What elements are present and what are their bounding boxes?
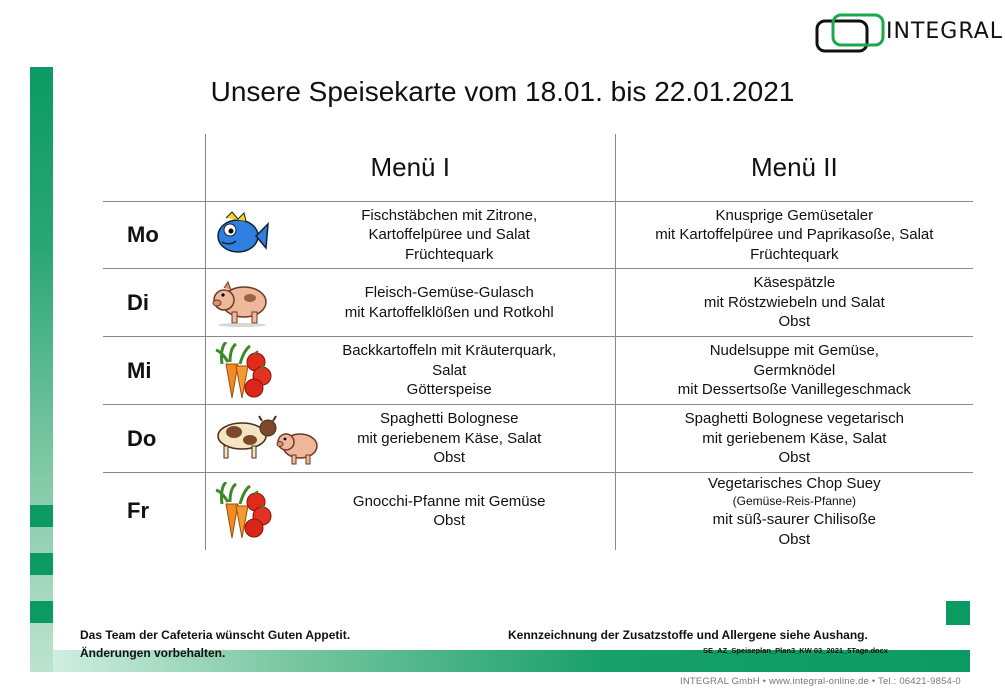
vegetables-icon — [206, 482, 324, 540]
dish-line: Fleisch-Gemüse-Gulasch — [364, 284, 534, 301]
menu1-dish — [324, 206, 615, 265]
dish-line: Nudelsuppe mit Gemüse, — [709, 342, 879, 360]
menu2-cell — [615, 337, 973, 405]
menu1-cell — [205, 473, 615, 550]
dish-line: mit geriebenem Käse, Salat — [357, 429, 542, 447]
dish-line: mit süß-saurer Chilisoße — [712, 511, 877, 528]
menu-row-fr — [103, 473, 973, 550]
dish-line: Käsespätzle — [753, 274, 836, 292]
day-label: Fr — [103, 473, 205, 550]
menu1-cell — [205, 269, 615, 337]
dish-line: Knusprige Gemüsetaler — [715, 206, 874, 224]
dish-line: Früchtequark — [750, 245, 839, 263]
decor-square — [30, 601, 53, 623]
dish-line: Germknödel — [753, 361, 836, 379]
day-label: Di — [103, 269, 205, 337]
menu1-header: Menü I — [205, 134, 615, 202]
decor-square — [30, 505, 53, 527]
dish-line: mit Dessertsoße Vanillegeschmack — [677, 381, 911, 399]
dish-line: (Gemüse-Reis-Pfanne) — [732, 494, 857, 508]
footer-greeting: Das Team der Cafeteria wünscht Guten Appetit. — [80, 628, 351, 642]
dish-line: Obst — [778, 313, 811, 331]
menu1-dish — [324, 409, 615, 468]
menu1-cell — [205, 405, 615, 473]
footer-document-name: SE_AZ_Speiseplan_Plan3_KW 03_2021_5Tage.docx — [703, 646, 888, 655]
dish-line: Salat — [432, 361, 467, 379]
dish-line: Kartoffelpüree und Salat — [368, 226, 530, 244]
menu2-cell — [615, 405, 973, 473]
menu2-header: Menü II — [615, 134, 973, 202]
menu1-dish — [324, 341, 615, 400]
menu2-cell — [615, 202, 973, 269]
footer-company: INTEGRAL GmbH • www.integral-online.de • Tel.: 06421-9854-0 — [680, 676, 961, 687]
menu2-cell — [615, 473, 973, 550]
dish-line: Obst — [433, 449, 466, 467]
dish-line: mit Röstzwiebeln und Salat — [703, 293, 885, 311]
footer-changes-note: Änderungen vorbehalten. — [80, 646, 226, 660]
menu-row-mi — [103, 337, 973, 405]
dish-line: Vegetarisches Chop Suey — [708, 474, 881, 492]
logo-text: INTEGRAL — [886, 19, 1004, 44]
dish-line: Obst — [778, 530, 811, 548]
fish-icon — [206, 210, 324, 260]
dish-line: Backkartoffeln mit Kräuterquark, — [342, 342, 557, 360]
menu1-cell — [205, 337, 615, 405]
menu1-cell — [205, 202, 615, 269]
menu-row-di — [103, 269, 973, 337]
left-decor-bar — [30, 67, 53, 672]
menu-table — [103, 134, 973, 550]
decor-square — [946, 601, 970, 625]
dish-line: Götterspeise — [406, 381, 492, 399]
day-label: Mi — [103, 337, 205, 405]
day-label: Mo — [103, 202, 205, 269]
dish-line: Obst — [433, 512, 466, 530]
dish-line: Früchtequark — [405, 245, 494, 263]
day-label: Do — [103, 405, 205, 473]
dish-line: mit Kartoffelpüree und Paprikasoße, Salat — [655, 226, 934, 244]
cow-pig-icon — [206, 412, 324, 466]
dish-line: Obst — [778, 449, 811, 467]
menu1-dish — [324, 492, 615, 531]
dish-line: Fischstäbchen mit Zitrone, — [361, 206, 538, 224]
pig-icon — [206, 278, 324, 328]
decor-square — [30, 553, 53, 575]
menu2-cell — [615, 269, 973, 337]
dish-line: mit Kartoffelklößen und Rotkohl — [344, 303, 554, 321]
empty-header-cell — [103, 134, 205, 202]
vegetables-icon — [206, 342, 324, 400]
dish-line: mit geriebenem Käse, Salat — [702, 429, 887, 447]
dish-line: Spaghetti Bolognese vegetarisch — [684, 410, 904, 428]
header-row — [103, 134, 973, 202]
menu-row-mo — [103, 202, 973, 269]
footer-allergen-note: Kennzeichnung der Zusatzstoffe und Allergene siehe Aushang. — [508, 628, 868, 642]
footer-left — [80, 626, 350, 662]
dish-line: Spaghetti Bolognese — [379, 410, 519, 428]
page-title: Unsere Speisekarte vom 18.01. bis 22.01.2021 — [210, 76, 795, 107]
menu1-dish — [324, 283, 615, 322]
dish-line: Gnocchi-Pfanne mit Gemüse — [352, 492, 546, 510]
menu-row-do — [103, 405, 973, 473]
